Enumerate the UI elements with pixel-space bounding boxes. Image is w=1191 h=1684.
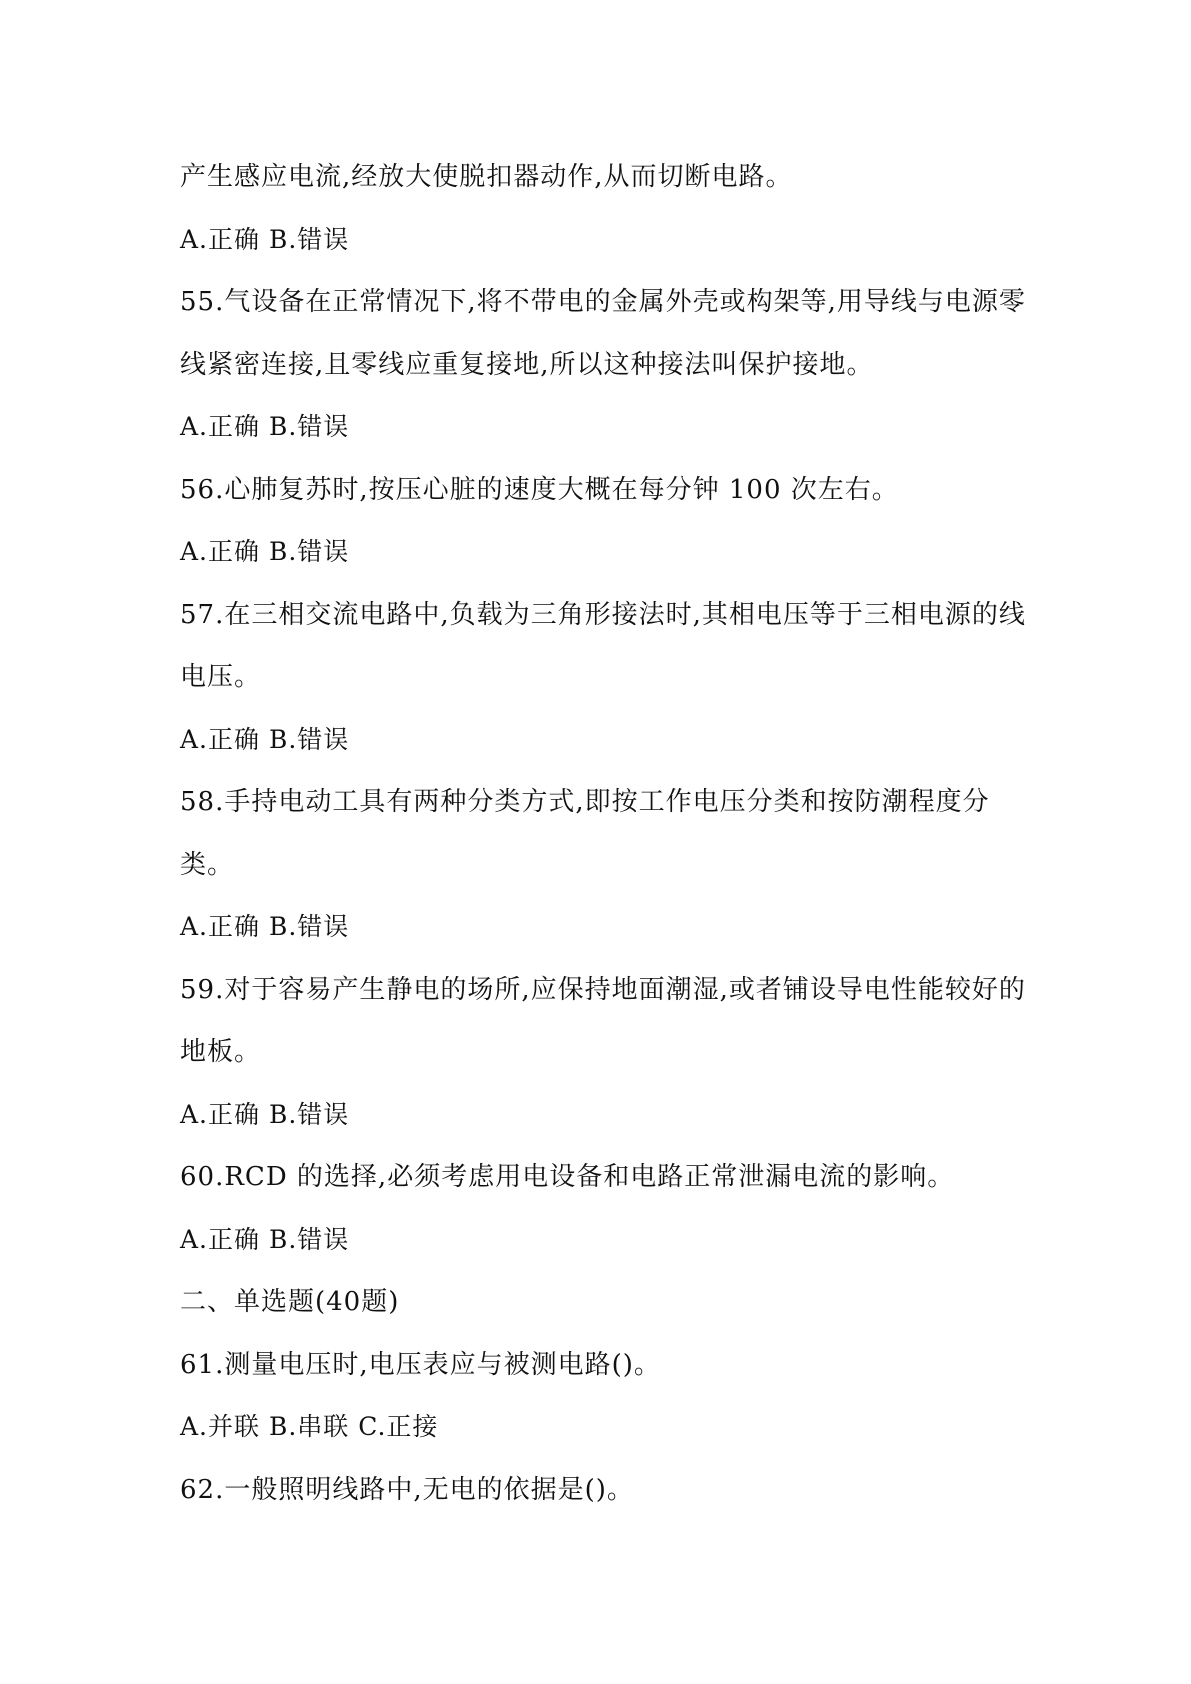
answer-options-61: A.并联 B.串联 C.正接 bbox=[180, 1412, 439, 1441]
question-55-text: 55.气设备在正常情况下,将不带电的金属外壳或构架等,用导线与电源零 bbox=[180, 287, 1026, 317]
question-56-text: 56.心肺复苏时,按压心脏的速度大概在每分钟 100 次左右。 bbox=[180, 474, 899, 505]
question-54-continuation: 产生感应电流,经放大使脱扣器动作,从而切断电路。 bbox=[180, 162, 793, 192]
question-57-text: 57.在三相交流电路中,负载为三角形接法时,其相电压等于三相电源的线 bbox=[180, 599, 1026, 630]
question-62-text: 62.一般照明线路中,无电的依据是()。 bbox=[180, 1474, 634, 1505]
question-55-continuation: 线紧密连接,且零线应重复接地,所以这种接法叫保护接地。 bbox=[180, 349, 874, 380]
question-60-text: 60.RCD 的选择,必须考虑用电设备和电路正常泄漏电流的影响。 bbox=[180, 1162, 955, 1192]
question-59-continuation: 地板。 bbox=[180, 1037, 262, 1067]
question-58-text: 58.手持电动工具有两种分类方式,即按工作电压分类和按防潮程度分 bbox=[180, 787, 990, 817]
answer-options-58: A.正确 B.错误 bbox=[180, 912, 350, 941]
answer-options-55: A.正确 B.错误 bbox=[180, 412, 350, 441]
answer-options-59: A.正确 B.错误 bbox=[180, 1099, 350, 1129]
question-61-text: 61.测量电压时,电压表应与被测电路()。 bbox=[180, 1349, 661, 1380]
section-heading-single-choice: 二、单选题(40题) bbox=[180, 1287, 400, 1317]
document-body bbox=[180, 146, 1026, 1521]
question-59-text: 59.对于容易产生静电的场所,应保持地面潮湿,或者铺设导电性能较好的 bbox=[180, 974, 1026, 1005]
question-58-continuation: 类。 bbox=[180, 849, 235, 880]
answer-options-54: A.正确 B.错误 bbox=[180, 224, 350, 254]
answer-options-56: A.正确 B.错误 bbox=[180, 537, 350, 566]
answer-options-60: A.正确 B.错误 bbox=[180, 1224, 350, 1254]
answer-options-57: A.正确 B.错误 bbox=[180, 724, 350, 754]
question-57-continuation: 电压。 bbox=[180, 662, 262, 692]
